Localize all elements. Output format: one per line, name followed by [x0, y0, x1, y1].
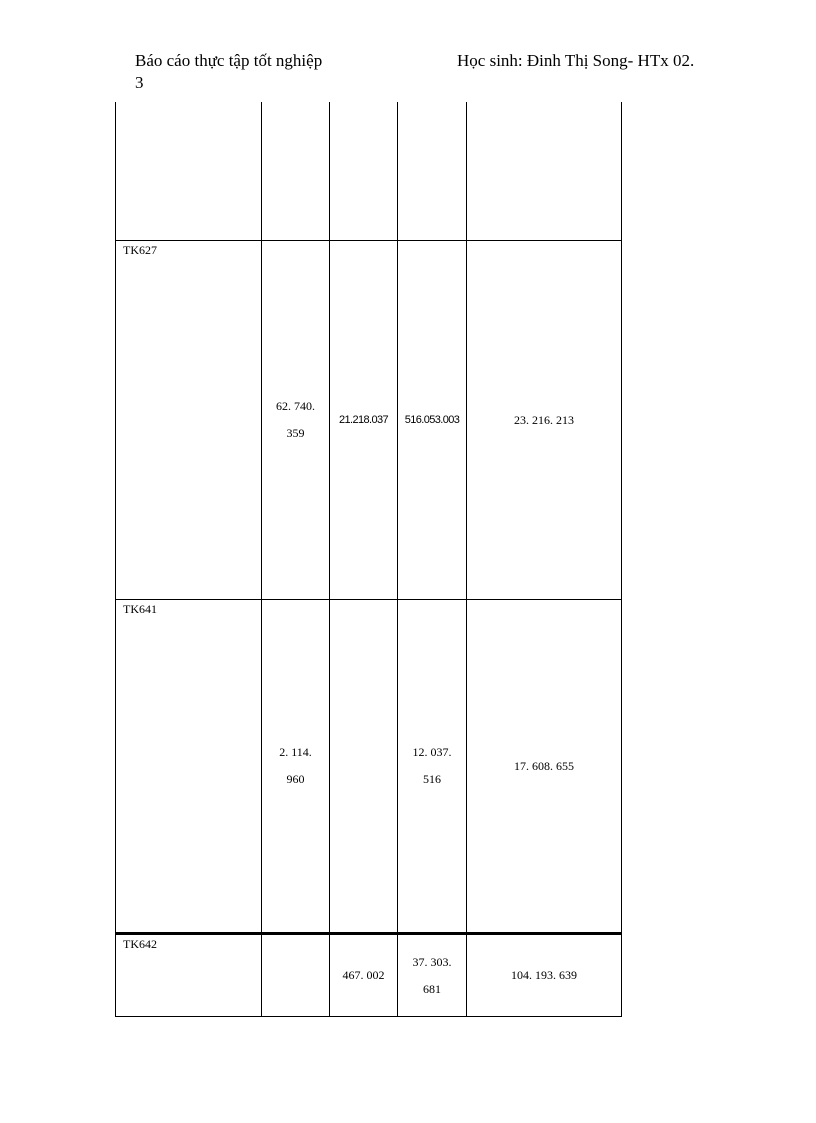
value-line: 516 [423, 772, 441, 786]
value-line: 681 [423, 981, 441, 996]
value-cell [397, 600, 466, 932]
table-row [115, 600, 622, 933]
value-text: 104. 193. 639 [511, 968, 577, 982]
value-text: 467. 002 [342, 968, 385, 982]
value-cell [466, 241, 622, 599]
value-text: 23. 216. 213 [514, 412, 574, 427]
value-cell [329, 102, 397, 240]
table-row [115, 933, 622, 1017]
value-line: 37. 303. [412, 954, 452, 969]
student-name: Học sinh: Đinh Thị Song- HTx 02. [457, 51, 695, 70]
account-table [115, 102, 622, 1017]
value-cell [397, 935, 466, 1016]
table-row [115, 102, 622, 241]
value-line: 960 [286, 772, 305, 786]
value-cell [466, 102, 622, 240]
value-cell [466, 600, 622, 932]
value-cell [261, 241, 329, 599]
value-line: 12. 037. [412, 745, 452, 759]
value-cell [329, 935, 397, 1016]
value-text: 21.218.037 [338, 413, 389, 426]
value-cell [397, 241, 466, 599]
value-cell [329, 600, 397, 932]
account-label-cell [115, 600, 261, 932]
value-cell [261, 935, 329, 1016]
value-text: 516.053.003 [404, 413, 460, 426]
value-cell [329, 241, 397, 599]
account-label: TK642 [123, 937, 157, 951]
account-label-cell [115, 241, 261, 599]
value-line: 62. 740. [276, 399, 315, 413]
value-cell [261, 102, 329, 240]
value-text: 17. 608. 655 [514, 758, 574, 773]
value-line: 2. 114. [279, 745, 312, 759]
report-title-line1: Báo cáo thực tập tốt nghiệp [135, 51, 323, 70]
account-label: TK627 [123, 243, 157, 257]
value-cell [261, 600, 329, 932]
report-title [135, 50, 322, 94]
account-label: TK641 [123, 602, 157, 616]
value-cell [397, 102, 466, 240]
value-cell [466, 935, 622, 1016]
account-label-cell [115, 935, 261, 1016]
value-line: 359 [286, 426, 305, 440]
account-label-cell [115, 102, 261, 240]
page-number: 3 [135, 73, 144, 92]
table-row [115, 241, 622, 600]
